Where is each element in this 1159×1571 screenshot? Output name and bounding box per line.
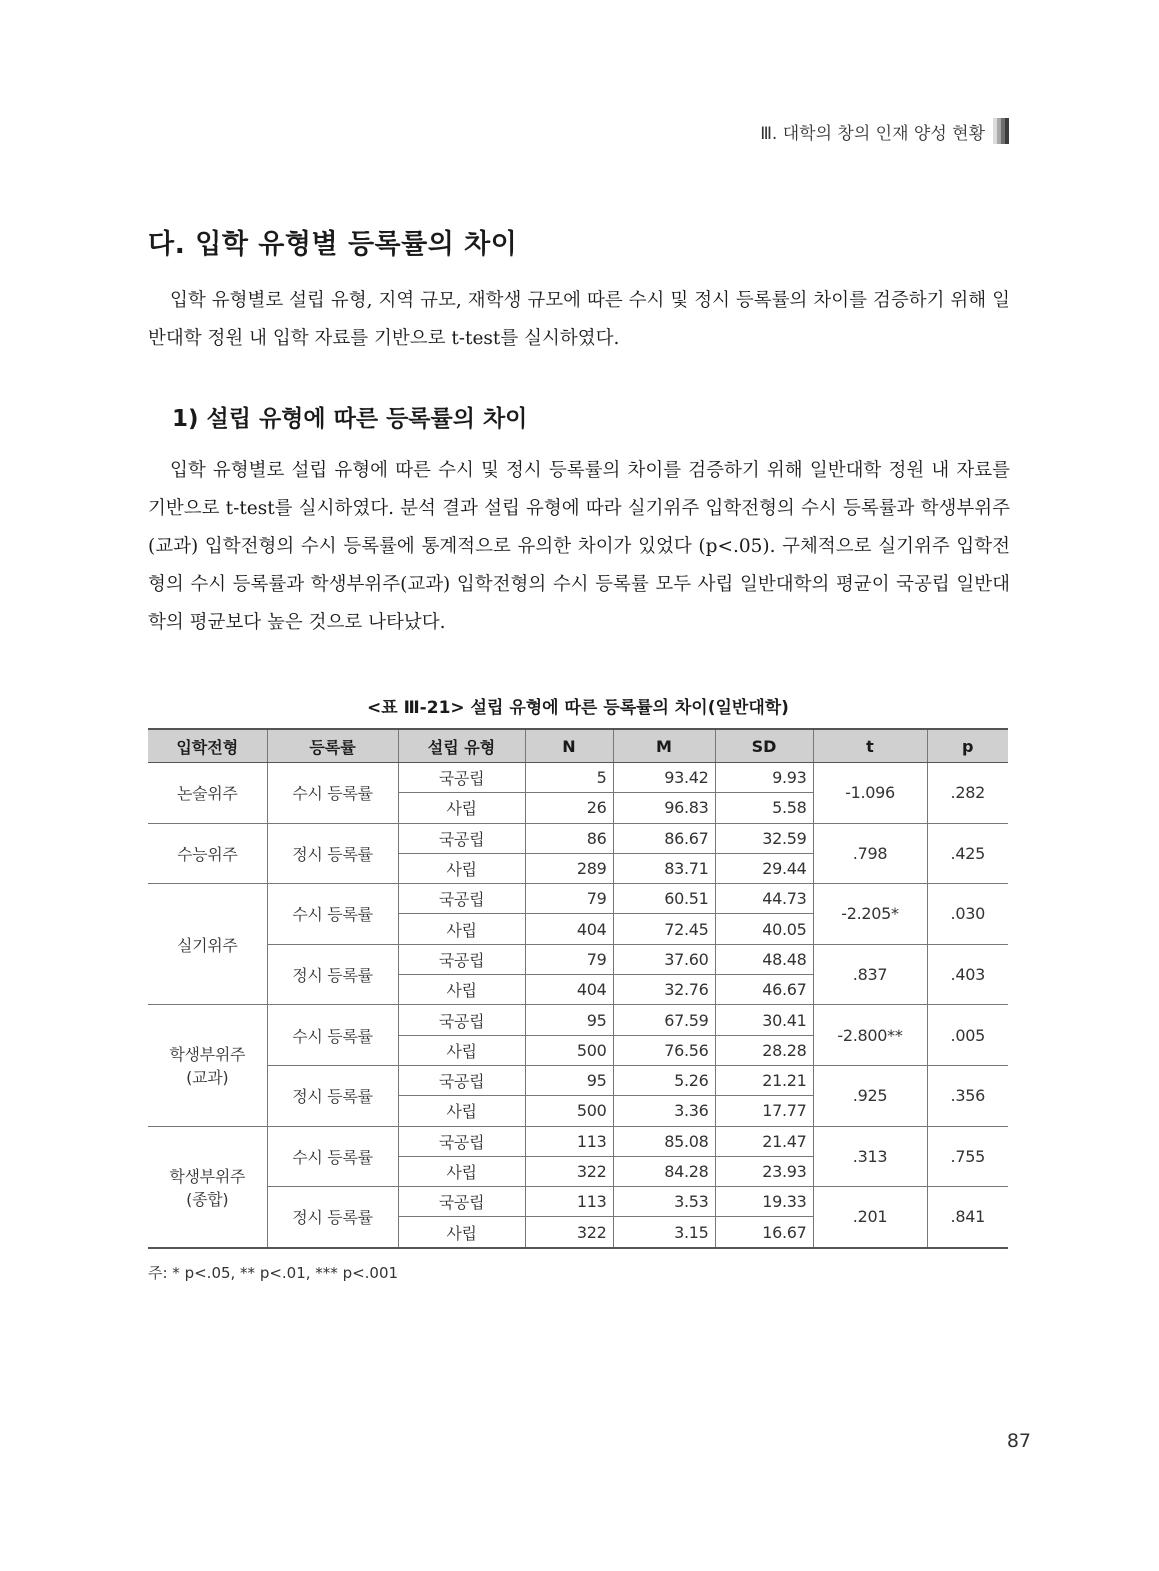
n-cell: 95 — [525, 1005, 613, 1035]
establishment-type-cell: 사립 — [398, 793, 525, 823]
mean-cell: 96.83 — [613, 793, 715, 823]
running-header — [760, 118, 1009, 144]
mean-cell: 83.71 — [613, 853, 715, 883]
n-cell: 79 — [525, 944, 613, 974]
mean-cell: 93.42 — [613, 763, 715, 793]
admission-type-cell: 실기위주 — [148, 884, 267, 1005]
sd-cell: 30.41 — [715, 1005, 813, 1035]
table-row — [148, 1126, 1008, 1156]
sd-cell: 48.48 — [715, 944, 813, 974]
rate-type-cell: 수시 등록률 — [267, 763, 398, 824]
sd-cell: 28.28 — [715, 1035, 813, 1065]
t-value-cell: -2.205* — [813, 884, 927, 945]
t-value-cell: .313 — [813, 1126, 927, 1187]
establishment-type-cell: 국공립 — [398, 823, 525, 853]
establishment-type-cell: 사립 — [398, 1156, 525, 1186]
n-cell: 289 — [525, 853, 613, 883]
mean-cell: 86.67 — [613, 823, 715, 853]
p-value-cell: .403 — [927, 944, 1008, 1005]
mean-cell: 60.51 — [613, 884, 715, 914]
table-row — [148, 884, 1008, 914]
subsection-title: 1) 설립 유형에 따른 등록률의 차이 — [172, 406, 528, 432]
mean-cell: 3.15 — [613, 1217, 715, 1248]
sd-cell: 9.93 — [715, 763, 813, 793]
establishment-type-cell: 사립 — [398, 1035, 525, 1065]
t-value-cell: .925 — [813, 1065, 927, 1126]
establishment-type-cell: 국공립 — [398, 944, 525, 974]
rate-type-cell: 정시 등록률 — [267, 1065, 398, 1126]
table-row — [148, 823, 1008, 853]
n-cell: 404 — [525, 975, 613, 1005]
establishment-type-cell: 국공립 — [398, 1126, 525, 1156]
header-bar-segment — [1005, 118, 1009, 144]
stats-table — [148, 728, 1008, 1249]
t-value-cell: -2.800** — [813, 1005, 927, 1066]
header-gradient-bar — [993, 118, 1009, 144]
subsection-paragraph: 입학 유형별로 설립 유형에 따른 수시 및 정시 등록률의 차이를 검증하기 위해 일반대학 정원 내 자료를 기반으로 t-test를 실시하였다. 분석 결과 설립 유형에 따라 실기위주 입학전형의 수시 등록률과 학생부위주(교과) 입학전형의 수시 등록률에 통계적으로 유의한 차이가 있었다 (p<.05). 구체적으로 실기위주 입학전형의 수시 등록률과 학생부위주(교과) 입학전형의 수시 등록률 모두 사립 일반대학의 평균이 국공립 일반대학의 평균보다 높은 것으로 나타났다. — [148, 460, 1010, 633]
table-row — [148, 1005, 1008, 1035]
establishment-type-cell: 국공립 — [398, 884, 525, 914]
sd-cell: 40.05 — [715, 914, 813, 944]
establishment-type-cell: 사립 — [398, 1096, 525, 1126]
column-header: 설립 유형 — [398, 729, 525, 763]
t-value-cell: .837 — [813, 944, 927, 1005]
n-cell: 5 — [525, 763, 613, 793]
establishment-type-cell: 국공립 — [398, 1005, 525, 1035]
p-value-cell: .356 — [927, 1065, 1008, 1126]
n-cell: 500 — [525, 1035, 613, 1065]
rate-type-cell: 정시 등록률 — [267, 1187, 398, 1248]
establishment-type-cell: 국공립 — [398, 1065, 525, 1095]
t-value-cell: -1.096 — [813, 763, 927, 824]
t-value-cell: .798 — [813, 823, 927, 884]
rate-type-cell: 수시 등록률 — [267, 1005, 398, 1066]
column-header: M — [613, 729, 715, 763]
n-cell: 404 — [525, 914, 613, 944]
mean-cell: 32.76 — [613, 975, 715, 1005]
n-cell: 500 — [525, 1096, 613, 1126]
establishment-type-cell: 국공립 — [398, 763, 525, 793]
sd-cell: 29.44 — [715, 853, 813, 883]
establishment-type-cell: 사립 — [398, 853, 525, 883]
column-header: t — [813, 729, 927, 763]
sd-cell: 44.73 — [715, 884, 813, 914]
table-row — [148, 763, 1008, 793]
mean-cell: 67.59 — [613, 1005, 715, 1035]
t-value-cell: .201 — [813, 1187, 927, 1248]
sd-cell: 16.67 — [715, 1217, 813, 1248]
p-value-cell: .005 — [927, 1005, 1008, 1066]
p-value-cell: .841 — [927, 1187, 1008, 1248]
mean-cell: 84.28 — [613, 1156, 715, 1186]
column-header: N — [525, 729, 613, 763]
mean-cell: 76.56 — [613, 1035, 715, 1065]
section-title: 다. 입학 유형별 등록률의 차이 — [148, 229, 518, 260]
column-header: SD — [715, 729, 813, 763]
section-paragraph: 입학 유형별로 설립 유형, 지역 규모, 재학생 규모에 따른 수시 및 정시 등록률의 차이를 검증하기 위해 일반대학 정원 내 입학 자료를 기반으로 t-test를 실시하였다. — [148, 290, 1010, 349]
sd-cell: 5.58 — [715, 793, 813, 823]
admission-type-cell: 수능위주 — [148, 823, 267, 884]
sd-cell: 21.47 — [715, 1126, 813, 1156]
n-cell: 86 — [525, 823, 613, 853]
mean-cell: 85.08 — [613, 1126, 715, 1156]
running-title: Ⅲ. 대학의 창의 인재 양성 현황 — [760, 123, 985, 144]
table-note: 주: * p<.05, ** p<.01, *** p<.001 — [148, 1264, 399, 1282]
p-value-cell: .425 — [927, 823, 1008, 884]
sd-cell: 32.59 — [715, 823, 813, 853]
page-number: 87 — [1006, 1430, 1031, 1452]
p-value-cell: .030 — [927, 884, 1008, 945]
rate-type-cell: 수시 등록률 — [267, 1126, 398, 1187]
n-cell: 79 — [525, 884, 613, 914]
column-header: p — [927, 729, 1008, 763]
table-header-row — [148, 729, 1008, 763]
rate-type-cell: 수시 등록률 — [267, 884, 398, 945]
mean-cell: 3.36 — [613, 1096, 715, 1126]
table-body — [148, 763, 1008, 1248]
sd-cell: 23.93 — [715, 1156, 813, 1186]
n-cell: 113 — [525, 1126, 613, 1156]
sd-cell: 17.77 — [715, 1096, 813, 1126]
mean-cell: 3.53 — [613, 1187, 715, 1217]
column-header: 입학전형 — [148, 729, 267, 763]
n-cell: 95 — [525, 1065, 613, 1095]
n-cell: 322 — [525, 1217, 613, 1248]
table-row — [148, 944, 1008, 974]
table-row — [148, 1187, 1008, 1217]
admission-type-cell: 학생부위주 (교과) — [148, 1005, 267, 1126]
sd-cell: 21.21 — [715, 1065, 813, 1095]
table-row — [148, 1065, 1008, 1095]
establishment-type-cell: 사립 — [398, 1217, 525, 1248]
n-cell: 26 — [525, 793, 613, 823]
p-value-cell: .755 — [927, 1126, 1008, 1187]
admission-type-cell: 논술위주 — [148, 763, 267, 824]
sd-cell: 46.67 — [715, 975, 813, 1005]
n-cell: 322 — [525, 1156, 613, 1186]
rate-type-cell: 정시 등록률 — [267, 944, 398, 1005]
mean-cell: 72.45 — [613, 914, 715, 944]
n-cell: 113 — [525, 1187, 613, 1217]
establishment-type-cell: 사립 — [398, 914, 525, 944]
sd-cell: 19.33 — [715, 1187, 813, 1217]
column-header: 등록률 — [267, 729, 398, 763]
establishment-type-cell: 국공립 — [398, 1187, 525, 1217]
mean-cell: 5.26 — [613, 1065, 715, 1095]
admission-type-cell: 학생부위주 (종합) — [148, 1126, 267, 1248]
table-caption: <표 Ⅲ-21> 설립 유형에 따른 등록률의 차이(일반대학) — [367, 698, 789, 718]
p-value-cell: .282 — [927, 763, 1008, 824]
establishment-type-cell: 사립 — [398, 975, 525, 1005]
rate-type-cell: 정시 등록률 — [267, 823, 398, 884]
mean-cell: 37.60 — [613, 944, 715, 974]
